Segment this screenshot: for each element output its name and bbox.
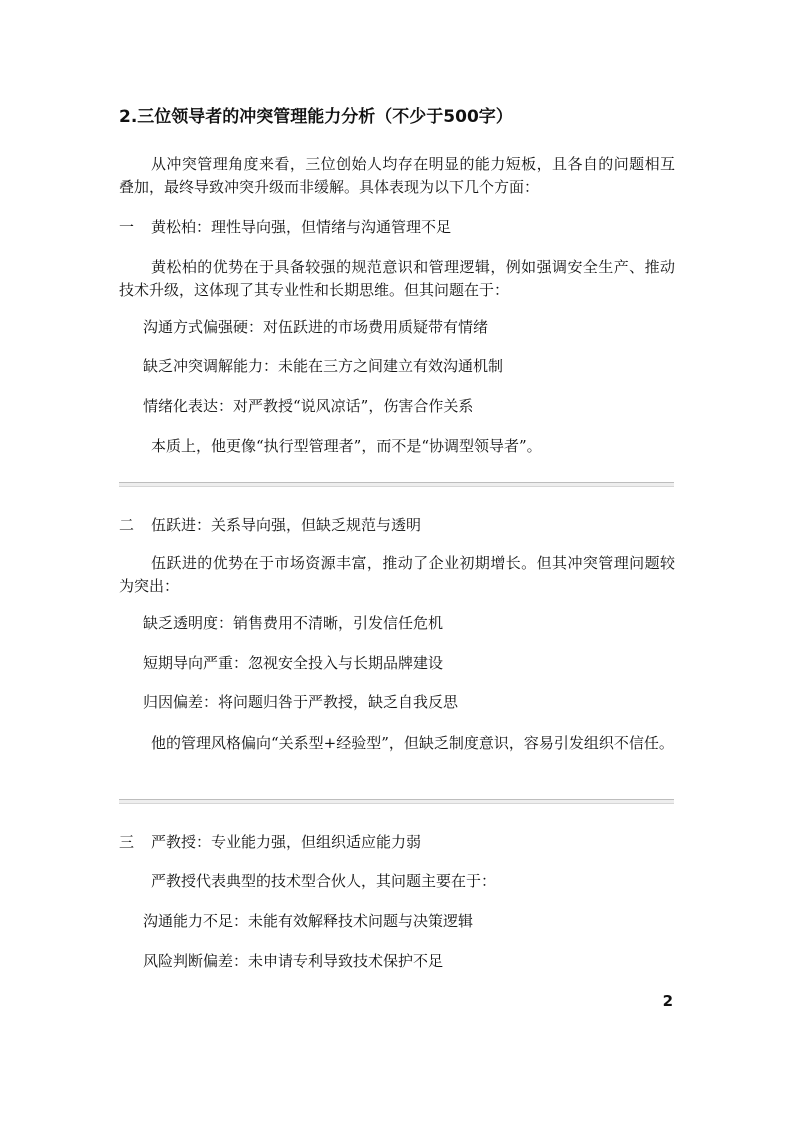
section-2-point-2: 短期导向严重：忽视安全投入与长期品牌建设 xyxy=(143,654,444,672)
section-3-title xyxy=(119,831,421,854)
section-2-point-1: 缺乏透明度：销售费用不清晰，引发信任危机 xyxy=(143,614,444,632)
section-1-conclusion: 本质上，他更像“执行型管理者”，而不是“协调型领导者”。 xyxy=(151,437,542,455)
section-1-intro: 黄松柏的优势在于具备较强的规范意识和管理逻辑，例如强调安全生产、推动技术升级，这体现了其专业性和长期思维。但其问题在于： xyxy=(119,258,675,299)
section-3-title-text: 严教授：专业能力强，但组织适应能力弱 xyxy=(151,833,422,851)
section-2-intro: 伍跃进的优势在于市场资源丰富，推动了企业初期增长。但其冲突管理问题较为突出： xyxy=(119,554,675,595)
section-2-conclusion: 他的管理风格偏向“关系型+经验型”，但缺乏制度意识，容易引发组织不信任。 xyxy=(151,734,674,752)
section-2-title xyxy=(119,514,421,537)
page-number: 2 xyxy=(662,992,673,1010)
section-2-title-text: 伍跃进：关系导向强，但缺乏规范与透明 xyxy=(151,516,422,534)
section-1-title-text: 黄松柏：理性导向强，但情绪与沟通管理不足 xyxy=(151,218,452,236)
section-heading: 2.三位领导者的冲突管理能力分析（不少于500字） xyxy=(119,107,513,127)
section-3-point-2: 风险判断偏差：未申请专利导致技术保护不足 xyxy=(143,952,444,970)
section-3-number: 三 xyxy=(119,833,135,851)
intro-paragraph: 从冲突管理角度来看，三位创始人均存在明显的能力短板，且各自的问题相互叠加，最终导致冲突升级而非缓解。具体表现为以下几个方面： xyxy=(119,155,675,196)
section-2-point-3: 归因偏差：将问题归咎于严教授，缺乏自我反思 xyxy=(143,693,459,711)
section-1-point-3: 情绪化表达：对严教授“说风凉话”，伤害合作关系 xyxy=(143,397,474,415)
section-3-point-1: 沟通能力不足：未能有效解释技术问题与决策逻辑 xyxy=(143,912,474,930)
section-1-number: 一 xyxy=(119,218,135,236)
section-1-point-2: 缺乏冲突调解能力：未能在三方之间建立有效沟通机制 xyxy=(143,357,504,375)
section-1-title xyxy=(119,216,451,239)
horizontal-divider-2 xyxy=(119,799,674,804)
section-3-intro: 严教授代表典型的技术型合伙人，其问题主要在于： xyxy=(151,872,497,890)
section-2-number: 二 xyxy=(119,516,135,534)
horizontal-divider-1 xyxy=(119,482,674,487)
section-1-point-1: 沟通方式偏强硬：对伍跃进的市场费用质疑带有情绪 xyxy=(143,318,489,336)
